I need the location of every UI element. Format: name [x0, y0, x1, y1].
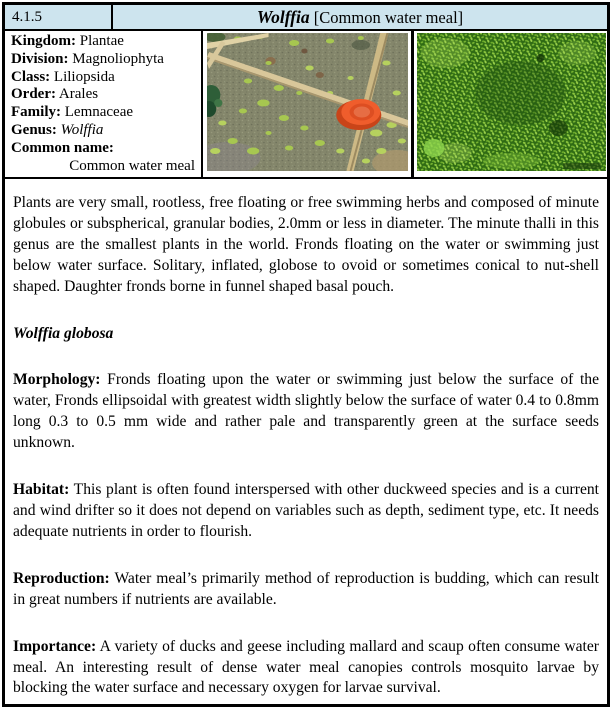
taxonomy-label: Division:	[11, 50, 69, 67]
water-meal-closeup-photo	[414, 31, 608, 177]
habitat-label: Habitat:	[13, 481, 70, 499]
importance-paragraph	[13, 637, 599, 700]
taxonomy-value: Wolffia	[60, 121, 104, 138]
taxonomy-row-order	[11, 86, 197, 104]
morphology-text: Fronds floating upon the water or swimming just below the surface of the water, Fronds ellipsoidal with greatest width slightly below the surface of water 0.4 to 0.8mm long 0.3 to 0.5 mm wide and rather pale and transparently green at the surface seeds unknown.	[13, 371, 599, 452]
species-heading: Wolffia globosa	[13, 324, 114, 342]
taxonomy-value: Lemnaceae	[64, 104, 134, 121]
taxonomy-common-name-value: Common water meal	[69, 157, 195, 174]
taxonomy-row-genus	[11, 122, 197, 140]
section-number: 4.1.5	[12, 8, 42, 25]
taxonomy-row-common-name	[11, 140, 197, 158]
document-page	[2, 2, 610, 707]
importance-text: A variety of ducks and geese including mallard and scaup often consume water meal. An interesting result of dense water meal canopies controls mosquito larvae by blocking the water surface and necessary oxygen for larvae survival.	[13, 637, 599, 697]
importance-label: Importance:	[13, 637, 97, 655]
page-title-genus: Wolffia	[256, 6, 310, 27]
page-title-common-name: [Common water meal]	[313, 7, 464, 27]
pond-surface-photo	[203, 31, 411, 177]
reproduction-paragraph	[13, 569, 599, 611]
taxonomy-label: Class:	[11, 68, 51, 85]
section-number-cell	[5, 5, 113, 29]
taxonomy-value: Liliopsida	[53, 68, 115, 85]
header-row	[5, 5, 607, 31]
reproduction-text: Water meal’s primarily method of reproduction is budding, which can result in great numbers if nutrients are available.	[13, 569, 600, 608]
taxonomy-label: Common name:	[11, 139, 114, 156]
taxonomy-row-family	[11, 104, 197, 122]
taxonomy-label: Genus:	[11, 121, 57, 138]
description-body	[5, 179, 607, 699]
habitat-text: This plant is often found interspersed with other duckweed species and is a current and wind drifter so it does not depend on variables such as depth, sediment type, etc. It needs adequate nutrients in order to flourish.	[13, 481, 599, 540]
taxonomy-photos-row	[5, 31, 607, 179]
taxonomy-row-kingdom	[11, 33, 197, 51]
morphology-paragraph	[13, 370, 599, 454]
taxonomy-label: Order:	[11, 86, 56, 103]
taxonomy-value: Arales	[58, 86, 99, 103]
reproduction-label: Reproduction:	[13, 569, 110, 587]
taxonomy-value: Magnoliophyta	[72, 50, 164, 67]
intro-paragraph: Plants are very small, rootless, free floating or free swimming herbs and composed of minute globules or subspherical, granular bodies, 2.0mm or less in diameter. The minute thalli in this genus are the smallest plants in the world. Fronds floating on the water or swimming just below water surface. Solitary, inflated, globose to ovoid or sometimes conical to nut-shell shaped. Daughter fronds borne in funnel shaped basal pouch.	[13, 194, 599, 295]
taxonomy-label: Family:	[11, 104, 61, 121]
taxonomy-value: Plantae	[79, 33, 124, 49]
morphology-label: Morphology:	[13, 371, 101, 389]
taxonomy-row-division	[11, 51, 197, 69]
taxonomy-box	[5, 31, 203, 177]
title-cell	[113, 7, 607, 28]
taxonomy-label: Kingdom:	[11, 33, 77, 49]
taxonomy-row-class	[11, 69, 197, 87]
habitat-paragraph	[13, 480, 599, 543]
